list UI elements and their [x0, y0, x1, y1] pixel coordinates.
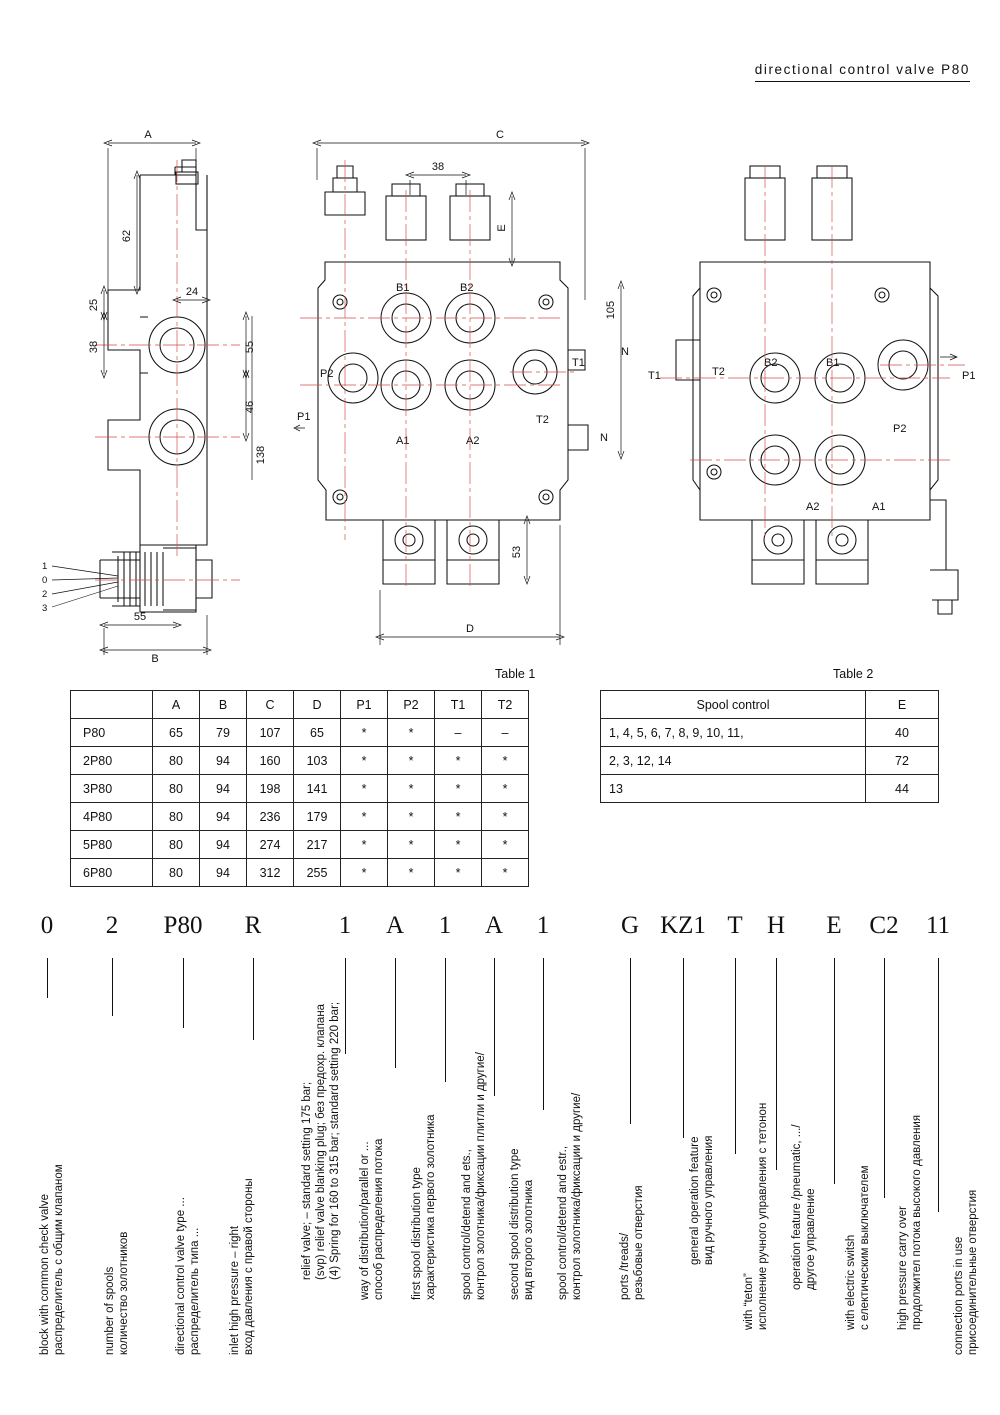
- legend-3-ru: вход давления с правой стороны: [243, 1178, 255, 1355]
- leader-line: [834, 958, 835, 1184]
- code-symbol-4: 1: [338, 912, 352, 939]
- legend-6-ru: характеристика первого золотника: [425, 1114, 437, 1300]
- legend-15-ru: продолжител потока высокого давления: [911, 1114, 923, 1330]
- svg-text:0: 0: [42, 575, 48, 586]
- svg-text:B2: B2: [460, 282, 474, 294]
- legend-2-ru: распределитель типа ...: [189, 1227, 201, 1355]
- code-symbol-0: 0: [40, 912, 54, 939]
- svg-text:T2: T2: [712, 366, 725, 378]
- table-header-row: [601, 691, 939, 719]
- svg-text:P2: P2: [893, 423, 907, 435]
- svg-text:55: 55: [244, 340, 256, 354]
- code-symbol-11: T: [727, 912, 743, 939]
- code-symbol-10: KZ1: [660, 912, 706, 939]
- svg-text:N: N: [621, 346, 629, 358]
- leader-line: [735, 958, 736, 1154]
- legend-11-en: general operation feature: [689, 1136, 701, 1265]
- table-row: P80 65 79 107 65 * * – –: [71, 719, 529, 747]
- code-symbol-1: 2: [105, 912, 119, 939]
- legend-4-extra: (4) Spring for 160 to 315 bar; standard setting 220 bar;: [329, 1001, 341, 1280]
- th-c: C: [247, 691, 294, 719]
- legend-5-ru: способ распределения потока: [373, 1138, 385, 1300]
- th-t2: T2: [482, 691, 529, 719]
- legend-13-ru: другое управление: [805, 1188, 817, 1290]
- table-row: 6P80 80 94 312 255 * * * *: [71, 859, 529, 887]
- code-symbol-9: G: [620, 912, 640, 939]
- svg-text:P1: P1: [297, 411, 311, 423]
- leader-line: [683, 958, 684, 1138]
- table2-caption: Table 2: [833, 667, 874, 681]
- th-b: B: [200, 691, 247, 719]
- svg-text:62: 62: [121, 229, 133, 243]
- legend-2-en: directional control valve type ...: [175, 1197, 187, 1355]
- svg-text:138: 138: [255, 445, 267, 465]
- legend-12-en: with “teton”: [743, 1273, 755, 1330]
- table-row: 13 44: [601, 775, 939, 803]
- th-spool-control: Spool control: [601, 691, 866, 719]
- table1-caption: Table 1: [495, 667, 536, 681]
- table-row: 4P80 80 94 236 179 * * * *: [71, 803, 529, 831]
- legend-0-en: block with common check valve: [39, 1193, 51, 1355]
- svg-text:46: 46: [244, 400, 256, 414]
- leader-line: [445, 958, 446, 1082]
- legend-9-en: spool control/detend and estr.,: [557, 1145, 569, 1300]
- legend-15-en: high pressure carry over: [897, 1206, 909, 1330]
- svg-text:A2: A2: [466, 435, 480, 447]
- leader-line: [183, 958, 184, 1028]
- svg-text:2: 2: [42, 589, 48, 600]
- page-title: directional control valve P80: [755, 62, 970, 82]
- legend-16-en: connection ports in use: [953, 1236, 965, 1355]
- side-view: [42, 129, 267, 665]
- code-symbol-2: P80: [163, 912, 203, 939]
- code-symbol-12: H: [766, 912, 786, 939]
- legend-8-en: second spool distribution type: [509, 1148, 521, 1300]
- svg-text:P2: P2: [320, 368, 334, 380]
- leader-line: [47, 958, 48, 998]
- svg-text:T1: T1: [648, 370, 661, 382]
- code-symbol-13: E: [826, 912, 842, 939]
- code-symbol-7: A: [484, 912, 504, 939]
- legend-7-ru: контрол золотника/фиксации плитли и другие/: [475, 1052, 487, 1300]
- table-row: 5P80 80 94 274 217 * * * *: [71, 831, 529, 859]
- svg-text:T1: T1: [572, 357, 585, 369]
- svg-text:T2: T2: [536, 414, 549, 426]
- legend-1-ru: количество золотников: [118, 1231, 130, 1355]
- legend-6-en: first spool distribution type: [411, 1167, 423, 1300]
- legend-9-ru: контрол золотника/фиксации и другие/: [571, 1092, 583, 1300]
- svg-text:D: D: [466, 623, 474, 635]
- svg-text:105: 105: [605, 300, 617, 320]
- table-row: 1, 4, 5, 6, 7, 8, 9, 10, 11, 40: [601, 719, 939, 747]
- order-code-row: [0, 912, 1000, 952]
- svg-text:24: 24: [185, 286, 199, 298]
- svg-text:B2: B2: [764, 357, 778, 369]
- table-row: 3P80 80 94 198 141 * * * *: [71, 775, 529, 803]
- dimensions-table: [70, 690, 529, 887]
- table-row: 2, 3, 12, 14 72: [601, 747, 939, 775]
- th-e: E: [866, 691, 939, 719]
- legend-3-en: inlet high pressure – right: [229, 1225, 241, 1355]
- leader-line: [543, 958, 544, 1110]
- svg-text:A1: A1: [396, 435, 410, 447]
- code-symbol-8: 1: [536, 912, 550, 939]
- th-t1: T1: [435, 691, 482, 719]
- legend-4-en: relief valve; – standard setting 175 bar;: [301, 1081, 313, 1280]
- svg-text:B: B: [151, 653, 159, 665]
- leader-line: [884, 958, 885, 1198]
- code-symbol-5: A: [385, 912, 405, 939]
- svg-text:B1: B1: [826, 357, 840, 369]
- svg-text:38: 38: [431, 161, 445, 173]
- leader-line: [630, 958, 631, 1124]
- code-symbol-14: C2: [869, 912, 899, 939]
- th-d: D: [294, 691, 341, 719]
- th-p2: P2: [388, 691, 435, 719]
- legend-10-en: ports /treads/: [619, 1232, 631, 1300]
- svg-text:E: E: [496, 224, 508, 232]
- leader-line: [253, 958, 254, 1040]
- legend-14-en: with electric switsh: [845, 1234, 857, 1330]
- rear-view: [648, 166, 975, 614]
- legend-13-en: operation feature /pneumatic, .../: [791, 1124, 803, 1290]
- svg-text:A: A: [144, 129, 152, 141]
- svg-text:C: C: [496, 129, 504, 141]
- svg-text:1: 1: [42, 561, 48, 572]
- th-model: [71, 691, 153, 719]
- leader-line: [494, 958, 495, 1096]
- svg-text:38: 38: [88, 340, 100, 354]
- legend-4-ru: (svp) relief valve blanking plug; без предохр. клапана: [315, 1003, 327, 1280]
- svg-text:P1: P1: [962, 370, 976, 382]
- legend-1-en: number of spools: [104, 1266, 116, 1355]
- legend-14-ru: с електическим выключателем: [859, 1165, 871, 1330]
- leader-line: [938, 958, 939, 1212]
- code-symbol-6: 1: [438, 912, 452, 939]
- svg-text:N: N: [600, 432, 608, 444]
- code-symbol-15: 11: [925, 912, 951, 939]
- table-header-row: [71, 691, 529, 719]
- legend-11-ru: вид ручного управления: [703, 1135, 715, 1265]
- leader-line: [112, 958, 113, 1016]
- legend-8-ru: вид второго золотника: [523, 1179, 535, 1300]
- legend-10-ru: резьбовые отверстия: [633, 1185, 645, 1300]
- leader-line: [776, 958, 777, 1170]
- legend-12-ru: исполнение ручного управления с тетонон: [757, 1102, 769, 1330]
- legend-7-en: spool control/detend and ets.,: [461, 1149, 473, 1300]
- svg-text:A2: A2: [806, 501, 820, 513]
- svg-text:B1: B1: [396, 282, 410, 294]
- spool-control-table: [600, 690, 939, 803]
- leader-line: [345, 958, 346, 1054]
- th-a: A: [153, 691, 200, 719]
- legend-5-en: way of distribution/parallel or ...: [359, 1141, 371, 1300]
- svg-text:A1: A1: [872, 501, 886, 513]
- code-symbol-3: R: [244, 912, 262, 939]
- svg-text:25: 25: [88, 298, 100, 312]
- svg-text:55: 55: [133, 611, 147, 623]
- leader-line: [395, 958, 396, 1068]
- th-p1: P1: [341, 691, 388, 719]
- legend-16-ru: присоединительные отверстия: [967, 1189, 979, 1355]
- svg-text:3: 3: [42, 603, 48, 614]
- front-view: [294, 129, 629, 645]
- legend-0-ru: распределитель с общим клапаном: [53, 1164, 65, 1355]
- svg-text:53: 53: [511, 545, 523, 559]
- table-row: 2P80 80 94 160 103 * * * *: [71, 747, 529, 775]
